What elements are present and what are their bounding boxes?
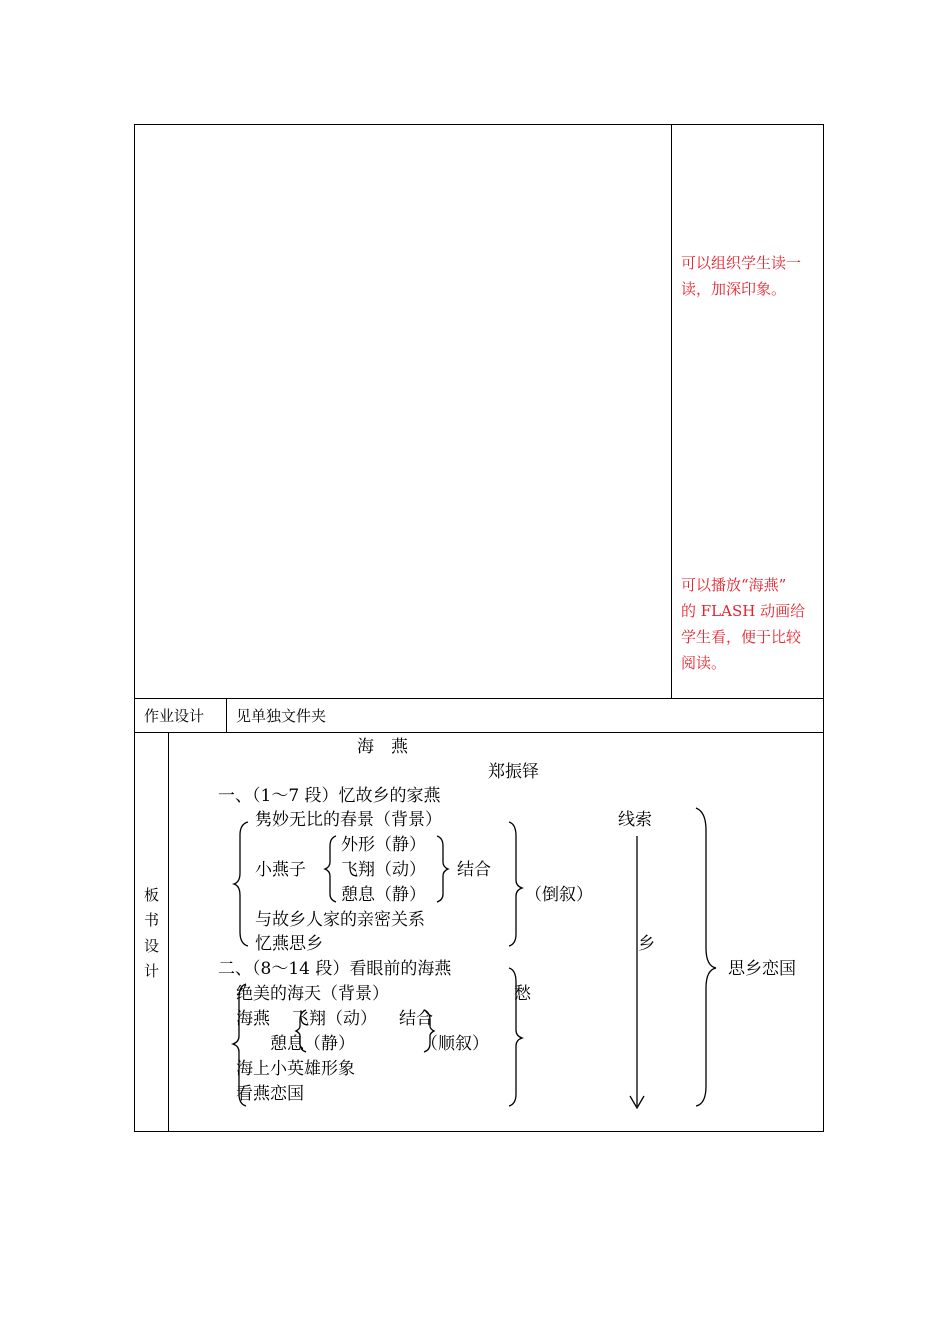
section2-scene: 绝美的海天（背景） (236, 984, 389, 1004)
brace-right-section1 (509, 822, 522, 946)
brace-right-sub (437, 836, 448, 902)
section2-fly: 飞翔（动） (292, 1009, 377, 1029)
homework-value: 见单独文件夹 (236, 707, 327, 725)
theme-label: 思乡恋国 (728, 959, 796, 979)
section2-heading: 二、（8～14 段）看眼前的海燕 (218, 959, 452, 979)
board-label-char: 计 (144, 962, 160, 980)
section2-rest: 憩息（静） (270, 1034, 355, 1054)
board-label-char: 设 (144, 937, 160, 955)
note-line: 的 FLASH 动画给 (681, 602, 806, 620)
clue-xiang: 乡 (638, 934, 655, 954)
brace-left-sub (325, 836, 336, 902)
section1-order: （倒叙） (525, 885, 593, 905)
section2-order: （顺叙） (421, 1034, 489, 1054)
section1-heading: 一、（1～7 段）忆故乡的家燕 (218, 786, 441, 806)
section2-patriot: 看燕恋国 (236, 1084, 304, 1104)
brace-left-section1 (234, 822, 248, 946)
section2-combine: 结合 (399, 1009, 433, 1029)
clue-chou: 愁 (514, 984, 531, 1004)
section2-swallow: 海燕 (236, 1009, 270, 1029)
board-author: 郑振铎 (488, 762, 539, 782)
note-line: 读，加深印象。 (681, 280, 787, 298)
board-label-char: 板 (144, 886, 160, 904)
section2-hero: 海上小英雄形象 (236, 1059, 355, 1079)
brace-right-section2-sub (424, 1010, 434, 1052)
section1-sub-shape: 外形（静） (341, 835, 426, 855)
board-label-char: 书 (144, 911, 160, 929)
board-title: 海 燕 (357, 737, 408, 757)
section1-scene: 隽妙无比的春景（背景） (255, 810, 442, 830)
note-line: 学生看，便于比较 (681, 628, 802, 646)
section1-swallow: 小燕子 (255, 860, 306, 880)
section1-combine: 结合 (457, 860, 491, 880)
brace-theme (696, 808, 716, 1106)
section1-sub-rest: 憩息（静） (341, 885, 426, 905)
clue-label: 线索 (618, 810, 652, 830)
note-line: 可以播放“海燕” (681, 576, 787, 594)
note-line: 阅读。 (681, 654, 727, 672)
homework-label: 作业设计 (144, 707, 205, 725)
section1-sub-fly: 飞翔（动） (341, 860, 426, 880)
brace-left-section2 (233, 984, 246, 1106)
brace-right-section2 (509, 968, 522, 1106)
note-line: 可以组织学生读一 (681, 254, 802, 272)
brace-left-section2-sub (296, 1010, 306, 1052)
section1-missing: 忆燕思乡 (255, 934, 323, 954)
section1-relation: 与故乡人家的亲密关系 (255, 910, 425, 930)
